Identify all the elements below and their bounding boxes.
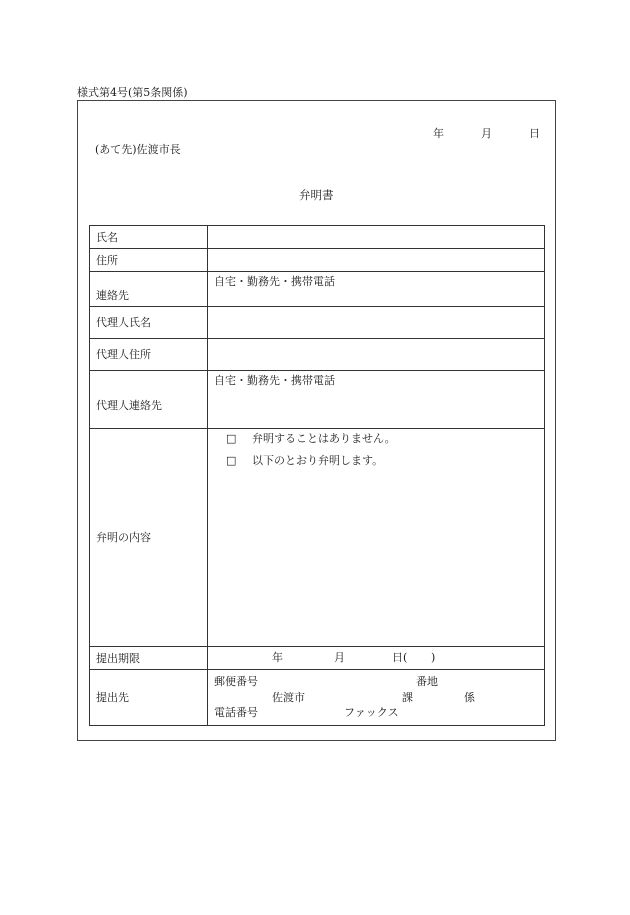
content-label: 弁明の内容 xyxy=(90,429,208,647)
postal-code-label: 郵便番号 xyxy=(214,675,258,688)
fax-label: ファックス xyxy=(344,706,399,719)
proxy-name-field[interactable] xyxy=(208,307,545,339)
table-row xyxy=(90,226,545,249)
table-row xyxy=(90,371,545,429)
proxy-contact-field[interactable]: 自宅・勤務先・携帯電話 xyxy=(208,371,545,429)
date-day-label: 日 xyxy=(529,127,540,140)
table-row xyxy=(90,272,545,307)
name-label: 氏名 xyxy=(90,226,208,249)
no-objection-option[interactable] xyxy=(214,431,538,453)
deadline-field[interactable] xyxy=(208,647,545,670)
proxy-address-field[interactable] xyxy=(208,339,545,371)
addressee: (あて先)佐渡市長 xyxy=(95,143,181,156)
address-label: 住所 xyxy=(90,249,208,272)
checkbox-icon[interactable]: □ xyxy=(226,454,237,467)
name-field[interactable] xyxy=(208,226,545,249)
deadline-day: 日( xyxy=(392,651,408,664)
date-month-label: 月 xyxy=(481,127,492,140)
ka-label: 課 xyxy=(402,691,413,704)
table-row xyxy=(90,670,545,726)
submit-to-label: 提出先 xyxy=(90,670,208,726)
banchi-label: 番地 xyxy=(416,675,438,688)
deadline-year: 年 xyxy=(272,651,283,664)
document-title: 弁明書 xyxy=(299,188,334,202)
objection-option[interactable] xyxy=(214,453,538,475)
submit-to-field xyxy=(208,670,545,726)
kakari-label: 係 xyxy=(464,691,475,704)
proxy-contact-label: 代理人連絡先 xyxy=(90,371,208,429)
content-field xyxy=(208,429,545,647)
table-row xyxy=(90,339,545,371)
proxy-address-label: 代理人住所 xyxy=(90,339,208,371)
main-form-table xyxy=(89,225,545,726)
city-label: 佐渡市 xyxy=(272,691,305,704)
table-row xyxy=(90,647,545,670)
phone-label: 電話番号 xyxy=(214,706,258,719)
deadline-month: 月 xyxy=(334,651,345,664)
table-row xyxy=(90,249,545,272)
form-number: 様式第4号(第5条関係) xyxy=(77,86,188,99)
deadline-label: 提出期限 xyxy=(90,647,208,670)
proxy-name-label: 代理人氏名 xyxy=(90,307,208,339)
table-row xyxy=(90,429,545,647)
table-row xyxy=(90,307,545,339)
checkbox-icon[interactable]: □ xyxy=(226,432,237,445)
no-objection-text: 弁明することはありません。 xyxy=(252,432,396,445)
deadline-close: ) xyxy=(431,651,436,664)
contact-field[interactable]: 自宅・勤務先・携帯電話 xyxy=(208,272,545,307)
objection-text: 以下のとおり弁明します。 xyxy=(252,454,384,467)
address-field[interactable] xyxy=(208,249,545,272)
contact-label: 連絡先 xyxy=(90,272,208,307)
date-year-label: 年 xyxy=(433,127,444,140)
